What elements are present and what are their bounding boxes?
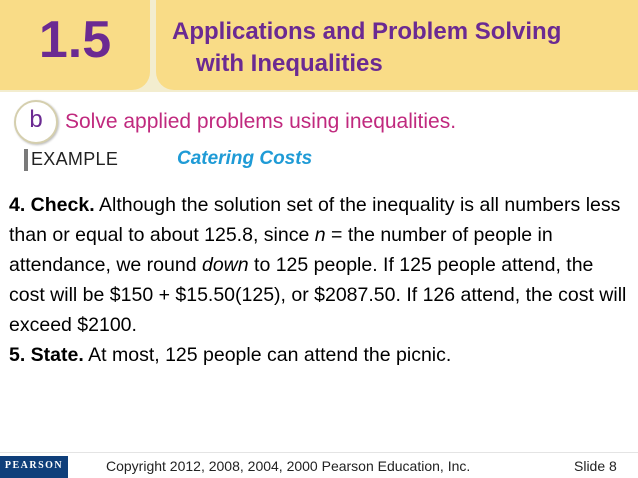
slide-title-line2: with Inequalities — [196, 50, 383, 77]
state-label: 5. State. — [9, 344, 84, 366]
check-emphasis: down — [201, 254, 249, 276]
check-label: 4. Check. — [9, 194, 95, 216]
check-variable: n — [314, 224, 326, 246]
example-title: Catering Costs — [177, 148, 313, 169]
body-text — [9, 190, 629, 370]
example-marker-bar — [24, 149, 28, 171]
pearson-logo-text: PEARSON — [4, 460, 64, 471]
objective-text: Solve applied problems using inequalities. — [65, 110, 457, 133]
footer-divider — [0, 452, 638, 453]
check-text-3: to 125 people. If 125 people attend, the cost will be $150 + $15.50(125), or $2087.50. If 126 attend, the cost will exceed $2100. — [9, 254, 627, 336]
objective-letter: b — [29, 106, 43, 133]
copyright-text: Copyright 2012, 2008, 2004, 2000 Pearson Education, Inc. — [106, 458, 471, 474]
section-number-box — [0, 0, 150, 90]
example-label: EXAMPLE — [31, 149, 119, 169]
check-text-1: Although the solution set of the inequality is all numbers less than or equal to about 125.8, since — [9, 194, 621, 246]
state-paragraph — [9, 340, 629, 370]
title-box — [156, 0, 638, 90]
check-text-2: = the number of people in attendance, we round — [9, 224, 553, 276]
slide-number: Slide 8 — [574, 458, 617, 474]
section-number: 1.5 — [38, 11, 112, 69]
objective-badge — [14, 100, 58, 144]
state-text: At most, 125 people can attend the picnic. — [83, 344, 452, 366]
check-paragraph — [9, 190, 629, 340]
pearson-logo — [0, 456, 68, 478]
slide-title-line1: Applications and Problem Solving — [172, 18, 562, 45]
